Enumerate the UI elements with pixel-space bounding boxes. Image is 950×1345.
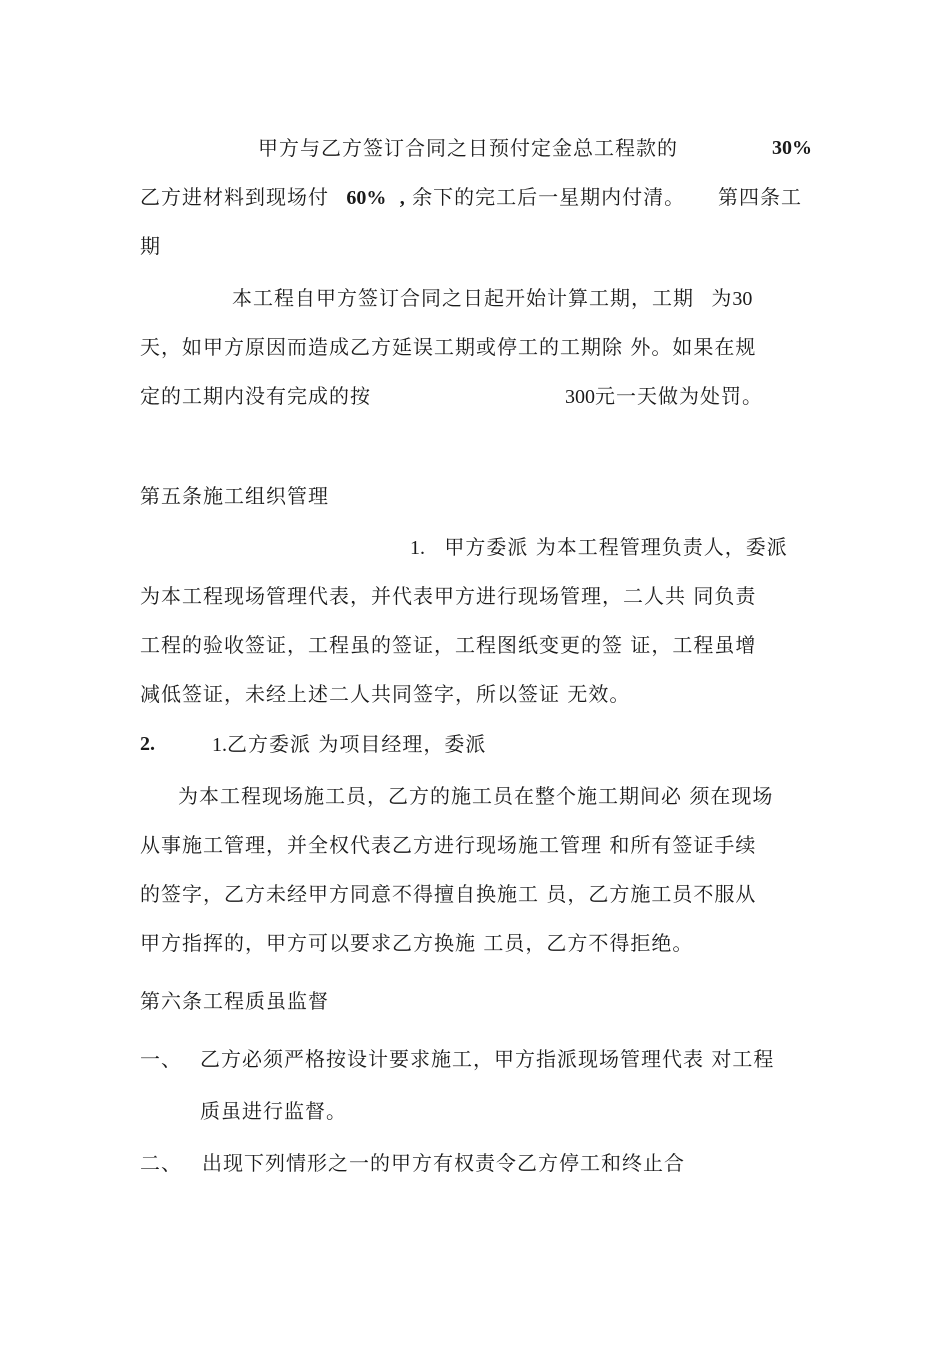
- duration-line-1: [232, 284, 752, 312]
- article-5-item-1-line-2: 为本工程现场管理代表，并代表甲方进行现场管理，二人共 同负责: [140, 584, 757, 608]
- penalty-line: [565, 382, 763, 410]
- article-6-item-1-line-1: 乙方必须严格按设计要求施工，甲方指派现场管理代表 对工程: [200, 1047, 775, 1071]
- article-4-heading-part: 第四条工: [718, 185, 802, 209]
- article-5-item-2-line-3: 从事施工管理，并全权代表乙方进行现场施工管理 和所有签证手续: [140, 833, 757, 857]
- article-5-item-2-line-1: [212, 730, 486, 758]
- payment-line-2: [140, 183, 685, 211]
- sub-item-text: 乙方委派 为项目经理，委派: [227, 732, 487, 756]
- article-6-heading: 第六条工程质虽监督: [140, 989, 329, 1013]
- penalty-text: 元一天做为处罚。: [595, 384, 763, 408]
- article-6-item-1-number: 一、: [140, 1047, 182, 1071]
- duration-wei: 为: [711, 286, 733, 310]
- article-6-item-1-line-2: 质虽进行监督。: [200, 1099, 347, 1123]
- payment-text: 甲方与乙方签订合同之日预付定金总工程款的: [258, 136, 678, 160]
- article-5-heading: 第五条施工组织管理: [140, 484, 329, 508]
- article-5-item-1-line-4: 减低签证，未经上述二人共同签字，所以签证 无效。: [140, 682, 631, 706]
- duration-days: 30: [732, 288, 753, 310]
- article-4-heading-end: 期: [140, 234, 161, 258]
- material-percent: 60%: [346, 187, 387, 209]
- penalty-amount: 300: [565, 386, 595, 408]
- article-5-item-2-line-2: 为本工程现场施工员，乙方的施工员在整个施工期间必 须在现场: [178, 784, 774, 808]
- remainder-text: 余下的完工后一星期内付清。: [412, 185, 686, 209]
- item-text: 甲方委派 为本工程管理负责人，委派: [444, 535, 788, 559]
- article-5-item-2-line-4: 的签字，乙方未经甲方同意不得擅自换施工 员，乙方施工员不服从: [140, 882, 757, 906]
- article-6-item-2-number: 二、: [140, 1151, 182, 1175]
- duration-text: 本工程自甲方签订合同之日起开始计算工期，工期: [232, 286, 694, 310]
- prepay-percent: 30%: [772, 137, 812, 159]
- payment-line-1: [258, 134, 678, 162]
- duration-line-3: 定的工期内没有完成的按: [140, 384, 371, 408]
- article-5-item-1-line-1: [410, 533, 788, 561]
- material-text: 乙方进材料到现场付: [140, 185, 329, 209]
- article-6-item-2-line-1: 出现下列情形之一的甲方有权责令乙方停工和终止合: [202, 1151, 685, 1175]
- item-number: 1.: [410, 537, 425, 559]
- article-5-item-2-line-5: 甲方指挥的，甲方可以要求乙方换施 工员，乙方不得拒绝。: [140, 931, 694, 955]
- article-5-item-1-line-3: 工程的验收签证，工程虽的签证，工程图纸变更的签 证，工程虽增: [140, 633, 757, 657]
- article-5-item-2-number: 2.: [140, 733, 155, 755]
- sub-item-number: 1.: [212, 734, 227, 756]
- duration-line-2: 天，如甲方原因而造成乙方延误工期或停工的工期除 外。如果在规: [140, 335, 757, 359]
- comma: ,: [399, 187, 405, 209]
